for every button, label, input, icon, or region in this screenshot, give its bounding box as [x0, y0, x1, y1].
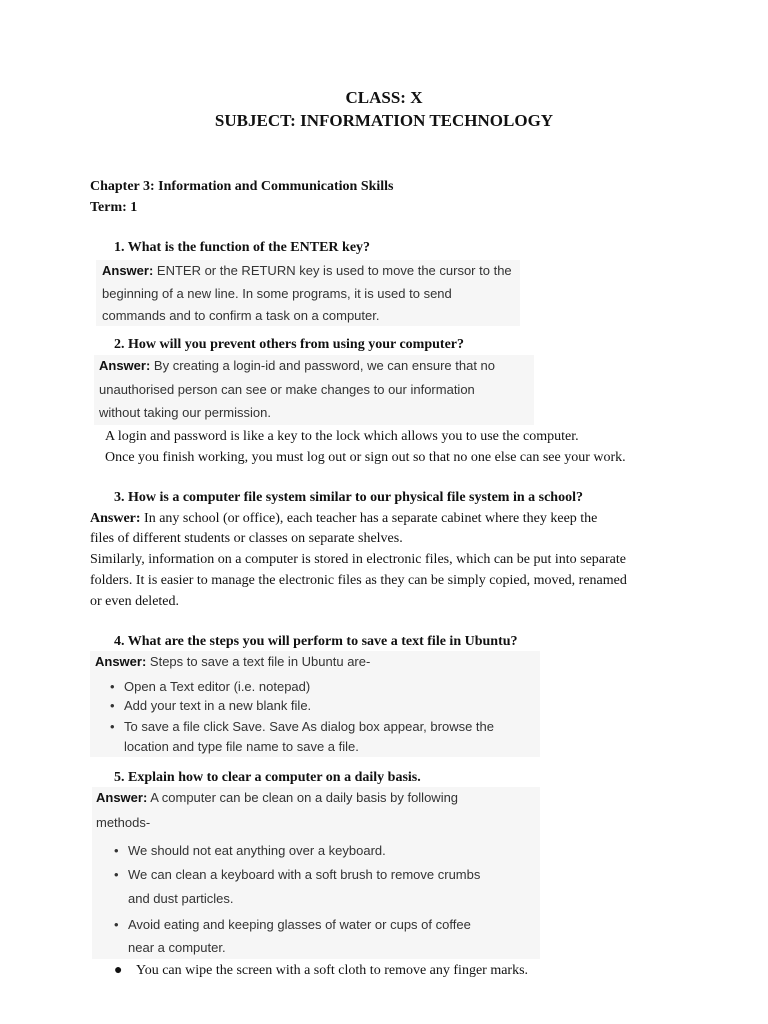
- answer-3-line-4: folders. It is easier to manage the electronic files as they can be simply copied, moved, renamed: [90, 573, 627, 588]
- answer-3-line-3: Similarly, information on a computer is stored in electronic files, which can be put into separate: [90, 552, 626, 567]
- answer-5-bullet-2-cont: and dust particles.: [128, 891, 234, 906]
- question-1: 1. What is the function of the ENTER key?: [114, 240, 371, 255]
- answer-2-line-1: Answer: By creating a login-id and password, we can ensure that no: [99, 358, 495, 373]
- answer-5-bullet-2: • We can clean a keyboard with a soft brush to remove crumbs: [114, 867, 481, 882]
- answer-1-line-1: Answer: ENTER or the RETURN key is used to move the cursor to the: [102, 263, 512, 278]
- answer-4-bullet-3-cont: location and type file name to save a file.: [124, 739, 359, 754]
- answer-5-bullet-1: • We should not eat anything over a keyboard.: [114, 843, 386, 858]
- answer-1-line-2: beginning of a new line. In some programs, it is used to send: [102, 286, 452, 301]
- answer-1-line-3: commands and to confirm a task on a computer.: [102, 308, 380, 323]
- term-label: Term: 1: [90, 200, 138, 215]
- bullet-icon: •: [114, 843, 119, 858]
- question-3: 3. How is a computer file system similar to our physical file system in a school?: [114, 490, 583, 505]
- answer-4-bullet-2: • Add your text in a new blank file.: [110, 698, 312, 713]
- answer-2-line-3: without taking our permission.: [99, 405, 271, 420]
- answer-5-bullet-3-cont: near a computer.: [128, 940, 226, 955]
- answer-5-bullet-4: ● You can wipe the screen with a soft cloth to remove any finger marks.: [114, 963, 529, 978]
- bullet-icon: •: [110, 719, 115, 734]
- bullet-icon: •: [114, 867, 119, 882]
- bullet-icon: •: [114, 917, 119, 932]
- answer-4-bullet-3: • To save a file click Save. Save As dialog box appear, browse the: [110, 719, 494, 734]
- question-4: 4. What are the steps you will perform to save a text file in Ubuntu?: [114, 634, 518, 649]
- bullet-icon: ●: [114, 963, 123, 978]
- answer-5-intro: Answer: A computer can be clean on a daily basis by following: [96, 790, 459, 805]
- bullet-icon: •: [110, 679, 115, 694]
- answer-3-line-5: or even deleted.: [90, 594, 180, 609]
- answer-3-line-2: files of different students or classes on separate shelves.: [90, 531, 403, 546]
- subject-heading: SUBJECT: INFORMATION TECHNOLOGY: [214, 111, 554, 130]
- class-heading: CLASS: X: [345, 88, 423, 107]
- chapter-title: Chapter 3: Information and Communication Skills: [90, 179, 394, 194]
- bullet-icon: •: [110, 698, 115, 713]
- answer-4-intro: Answer: Steps to save a text file in Ubuntu are-: [95, 654, 371, 669]
- answer-5-intro-2: methods-: [96, 815, 151, 830]
- answer-2-extra-2: Once you finish working, you must log out or sign out so that no one else can see your work.: [105, 450, 626, 465]
- answer-3-line-1: Answer: In any school (or office), each teacher has a separate cabinet where they keep the: [90, 511, 598, 526]
- answer-2-extra-1: A login and password is like a key to the lock which allows you to use the computer.: [105, 429, 579, 444]
- question-5: 5. Explain how to clear a computer on a daily basis.: [114, 770, 421, 785]
- answer-2-line-2: unauthorised person can see or make changes to our information: [99, 382, 475, 397]
- answer-5-bullet-3: • Avoid eating and keeping glasses of water or cups of coffee: [114, 917, 471, 932]
- answer-4-bullet-1: • Open a Text editor (i.e. notepad): [110, 679, 311, 694]
- question-2: 2. How will you prevent others from using your computer?: [114, 337, 464, 352]
